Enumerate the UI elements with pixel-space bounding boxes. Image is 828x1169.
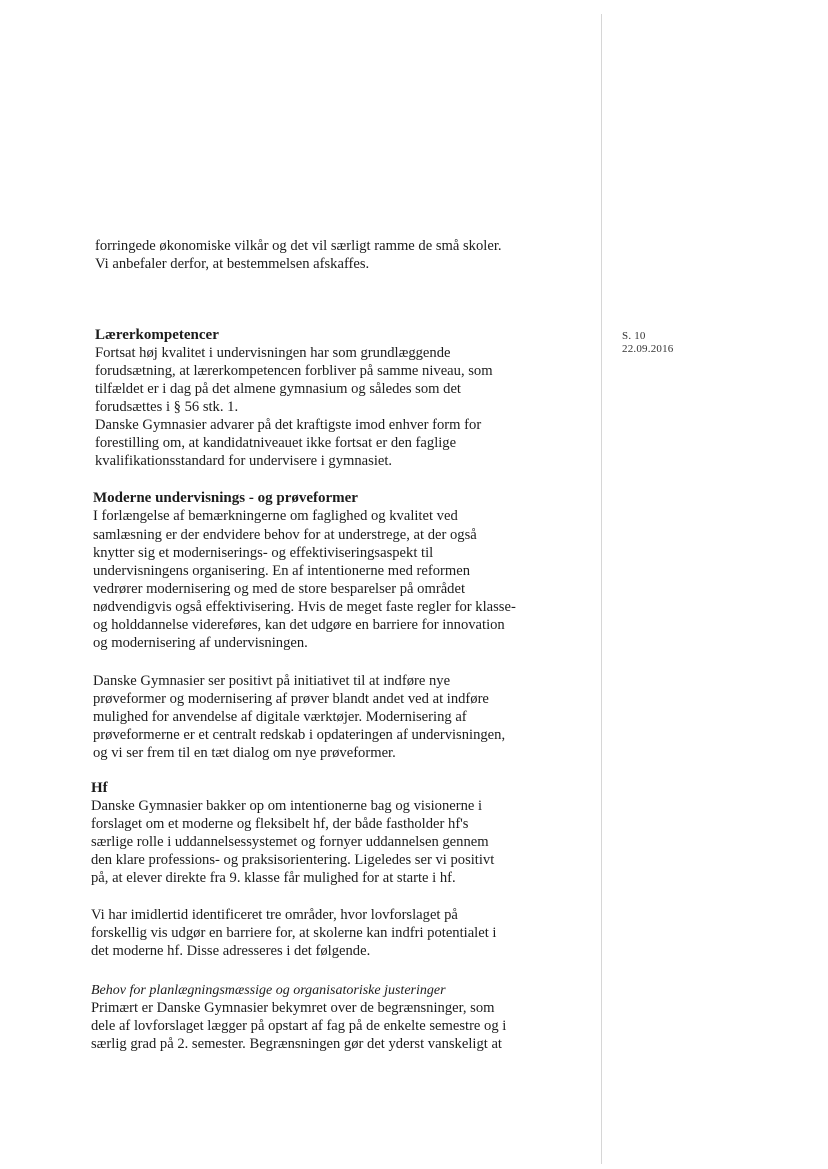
margin-rule <box>601 14 602 1164</box>
paragraph-line: det moderne hf. Disse adresseres i det følgende. <box>91 943 371 959</box>
page-reference: S. 10 <box>622 330 646 342</box>
paragraph-line: særlige rolle i uddannelsessystemet og fornyer uddannelsen gennem <box>91 834 489 850</box>
paragraph-line: forslaget om et moderne og fleksibelt hf, der både fastholder hf's <box>91 816 469 832</box>
paragraph-line: på, at elever direkte fra 9. klasse får mulighed for at starte i hf. <box>91 870 456 886</box>
paragraph-line: og holddannelse videreføres, kan det udgøre en barriere for innovation <box>93 617 505 633</box>
paragraph-line: forestilling om, at kandidatniveauet ikke fortsat er den faglige <box>95 435 457 451</box>
paragraph-line: mulighed for anvendelse af digitale værktøjer. Modernisering af <box>93 709 467 725</box>
section-heading-moderne-undervisning: Moderne undervisnings - og prøveformer <box>93 490 358 506</box>
paragraph-line: nødvendigvis også effektivisering. Hvis de meget faste regler for klasse- <box>93 599 516 615</box>
margin-note <box>622 330 674 356</box>
paragraph-line: og vi ser frem til en tæt dialog om nye prøveformer. <box>93 745 396 761</box>
paragraph-line: prøveformerne er et centralt redskab i opdateringen af undervisningen, <box>93 727 506 743</box>
paragraph-line: Primært er Danske Gymnasier bekymret over de begrænsninger, som <box>91 1000 495 1016</box>
intro-line: forringede økonomiske vilkår og det vil særligt ramme de små skoler. <box>95 238 502 254</box>
paragraph-line: samlæsning er der endvidere behov for at understrege, at der også <box>93 527 477 543</box>
paragraph-line: tilfældet er i dag på det almene gymnasium og således som det <box>95 381 461 397</box>
paragraph-line: Vi har imidlertid identificeret tre områder, hvor lovforslaget på <box>91 907 458 923</box>
paragraph-line: I forlængelse af bemærkningerne om faglighed og kvalitet ved <box>93 508 458 524</box>
paragraph-line: kvalifikationsstandard for undervisere i gymnasiet. <box>95 453 393 469</box>
paragraph-line: den klare professions- og praksisorientering. Ligeledes ser vi positivt <box>91 852 495 868</box>
intro-line: Vi anbefaler derfor, at bestemmelsen afskaffes. <box>95 256 370 272</box>
paragraph-line: Danske Gymnasier ser positivt på initiativet til at indføre nye <box>93 673 451 689</box>
paragraph-line: forudsætning, at lærerkompetencen forbliver på samme niveau, som <box>95 363 493 379</box>
paragraph-line: Danske Gymnasier advarer på det kraftigste imod enhver form for <box>95 417 482 433</box>
paragraph-line: knytter sig et moderniserings- og effektiviseringsaspekt til <box>93 545 434 561</box>
paragraph-line: undervisningens organisering. En af intentionerne med reformen <box>93 563 471 579</box>
paragraph-line: vedrører modernisering og med de store besparelser på området <box>93 581 465 597</box>
document-date: 22.09.2016 <box>622 343 674 355</box>
paragraph-line: Fortsat høj kvalitet i undervisningen har som grundlæggende <box>95 345 451 361</box>
paragraph-line: og modernisering af undervisningen. <box>93 635 308 651</box>
section-heading-hf: Hf <box>91 780 108 796</box>
subsection-heading-planlaegning: Behov for planlægningsmæssige og organisatoriske justeringer <box>91 983 446 998</box>
paragraph-line: særlig grad på 2. semester. Begrænsningen gør det yderst vanskeligt at <box>91 1036 502 1052</box>
paragraph-line: Danske Gymnasier bakker op om intentionerne bag og visionerne i <box>91 798 483 814</box>
paragraph-line: prøveformer og modernisering af prøver blandt andet ved at indføre <box>93 691 489 707</box>
paragraph-line: forskellig vis udgør en barriere for, at skolerne kan indfri potentialet i <box>91 925 497 941</box>
paragraph-line: forudsættes i § 56 stk. 1. <box>95 399 239 415</box>
section-heading-laererkompetencer: Lærerkompetencer <box>95 327 219 343</box>
paragraph-line: dele af lovforslaget lægger på opstart af fag på de enkelte semestre og i <box>91 1018 507 1034</box>
